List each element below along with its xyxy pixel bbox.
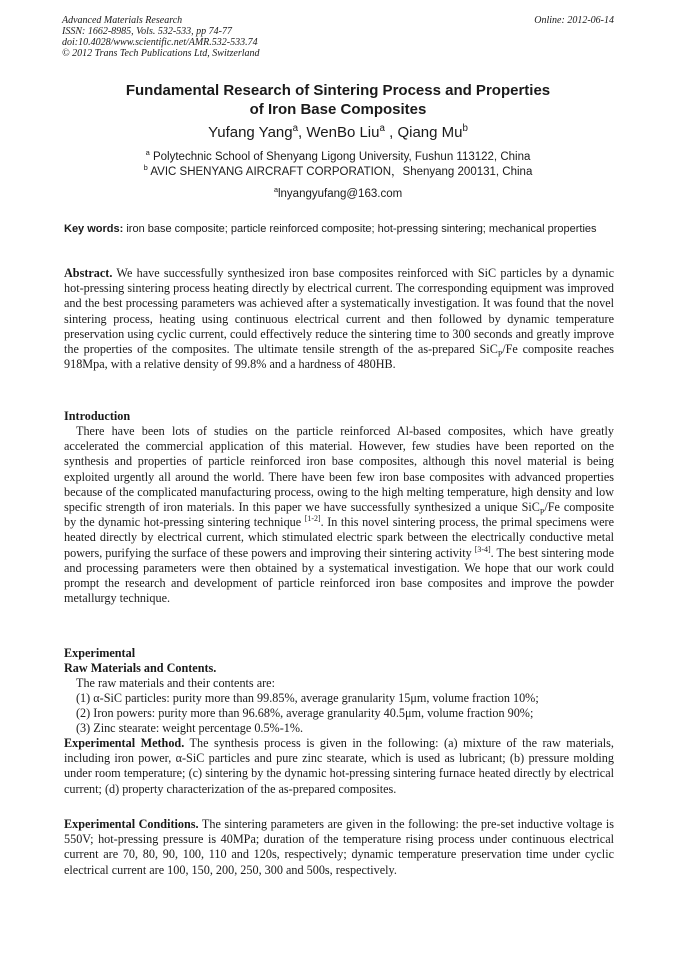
experimental-conditions	[64, 817, 614, 878]
keywords-text: iron base composite; particle reinforced composite; hot-pressing sintering; mechanical properties	[123, 223, 597, 235]
title-line-1: Fundamental Research of Sintering Process and Properties	[125, 82, 551, 99]
journal-header	[62, 15, 260, 59]
list-item: (3) Zinc stearate: weight percentage 0.5%-1%.	[76, 721, 304, 735]
affiliation-a-mark: a	[145, 148, 150, 158]
affiliation-b-mark: b	[143, 163, 148, 173]
introduction-paragraph	[64, 424, 614, 606]
intro-text-cont: . In this novel sintering process, the primal specimens were heated directly by electrical current, which stimulated electric spark between the electrically conductive metal powers, purifying the surface of these powers and improving their sintering activity	[64, 515, 614, 560]
raw-materials-heading: Raw Materials and Contents.	[64, 661, 217, 675]
journal-name: Advanced Materials Research	[62, 15, 183, 26]
abstract-text-cont: /Fe composite reaches 918Mpa, with a relative density of 99.8% and a hardness of 480HB.	[64, 342, 614, 372]
email-address[interactable]: lnyangyufang@163.com	[277, 188, 403, 200]
email-mark: a	[273, 185, 278, 195]
author-3-affil: b	[462, 123, 468, 134]
keywords	[64, 222, 614, 237]
citation-ref[interactable]: [1-2]	[304, 514, 321, 524]
author-1: Yufang Yang	[208, 124, 293, 141]
abstract-label: Abstract.	[64, 266, 113, 280]
author-list	[62, 124, 614, 142]
affiliation-b	[62, 165, 614, 180]
method-label: Experimental Method.	[64, 736, 185, 750]
list-item: (2) Iron powers: purity more than 96.68%, average granularity 40.5μm, volume fraction 90%;	[76, 706, 534, 720]
list-item: (1) α-SiC particles: purity more than 99.85%, average granularity 15μm, volume fraction 10%;	[76, 691, 539, 705]
journal-copyright: © 2012 Trans Tech Publications Ltd, Switzerland	[62, 48, 260, 59]
title-line-2: of Iron Base Composites	[249, 101, 427, 118]
experimental-heading: Experimental	[64, 646, 136, 660]
journal-doi[interactable]: doi:10.4028/www.scientific.net/AMR.532-533.74	[62, 37, 258, 48]
journal-issn: ISSN: 1662-8985, Vols. 532-533, pp 74-77	[62, 26, 232, 37]
author-1-affil: a	[292, 123, 299, 134]
abstract	[64, 266, 614, 372]
paper-title	[62, 81, 614, 119]
author-2-affil: a	[379, 123, 385, 134]
conditions-text: The sintering parameters are given in the following: the pre-set inductive voltage is 550V; hot-pressing pressure is 40MPa; duration of the temperature rising process under continuous electrical current are 70, 80, 90, 100, 110 and 120s, respectively; dynamic temperature preservation time under cyclic electrical current are 100, 150, 200, 250, 300 and 500s, respectively.	[64, 817, 614, 877]
author-3: Qiang Mu	[397, 124, 463, 141]
affiliation-a-text: Polytechnic School of Shenyang Ligong University, Fushun 113122, China	[149, 151, 531, 163]
author-2: WenBo Liu	[306, 124, 380, 141]
keywords-label: Key words:	[64, 223, 124, 235]
citation-ref[interactable]: [3-4]	[474, 544, 491, 554]
introduction-heading: Introduction	[64, 409, 131, 423]
method-text: The synthesis process is given in the following: (a) mixture of the raw materials, including iron power, α-SiC particles and pure zinc stearate, which is used as lubricant; (b) pressure molding under room temperature; (c) sintering by the dynamic hot-pressing sintering furnace heated directly by electrical current; (d) property characterization of the as-prepared composites.	[64, 736, 614, 796]
intro-subscript: P	[539, 507, 545, 517]
intro-text: There have been lots of studies on the particle reinforced Al-based composites, which have greatly accelerated the commercial application of this material. However, few studies have been reported on the synthesis and properties of particle reinforced iron base composites, although this novel material is being exploited urgently all around the world. There have been few iron base composites with advanced properties because of the complicated manufacturing process, owing to the high melting temperature, high density and low specific strength of iron materials. In this paper we have successfully synthesized a unique SiC	[64, 424, 614, 515]
intro-text-cont: /Fe composite by the dynamic hot-pressing sintering technique	[64, 500, 614, 530]
intro-text-cont: . The best sintering mode and processing parameters were then obtained by a systematical investigation. We hope that our work could prompt the research and development of particle reinforced iron base composites and improve the powder metallurgy technique.	[64, 545, 615, 606]
author-separator: ,	[298, 124, 307, 141]
experimental-method	[64, 736, 614, 797]
affiliation-b-text: AVIC SHENYANG AIRCRAFT CORPORATION，Shenyang 200131, China	[147, 166, 533, 178]
conditions-label: Experimental Conditions.	[64, 817, 199, 831]
online-date: Online: 2012-06-14	[534, 15, 614, 26]
abstract-subscript: P	[497, 349, 503, 359]
author-separator: ,	[384, 124, 398, 141]
raw-materials-intro: The raw materials and their contents are:	[76, 676, 275, 690]
author-email	[62, 187, 614, 202]
abstract-text: We have successfully synthesized iron base composites reinforced with SiC particles by a dynamic hot-pressing sintering process heating directly by electrical current. The corresponding equipment was improved and the best processing parameters was achieved after a systematically investigation. It was found that the novel sintering process, heating using continuous electrical current and then followed by dynamic temperature preservation using cyclic current, could effectively reduce the sintering time to 300 seconds and greatly improve the properties of the composites. The ultimate tensile strength of the as-prepared SiC	[64, 266, 614, 357]
